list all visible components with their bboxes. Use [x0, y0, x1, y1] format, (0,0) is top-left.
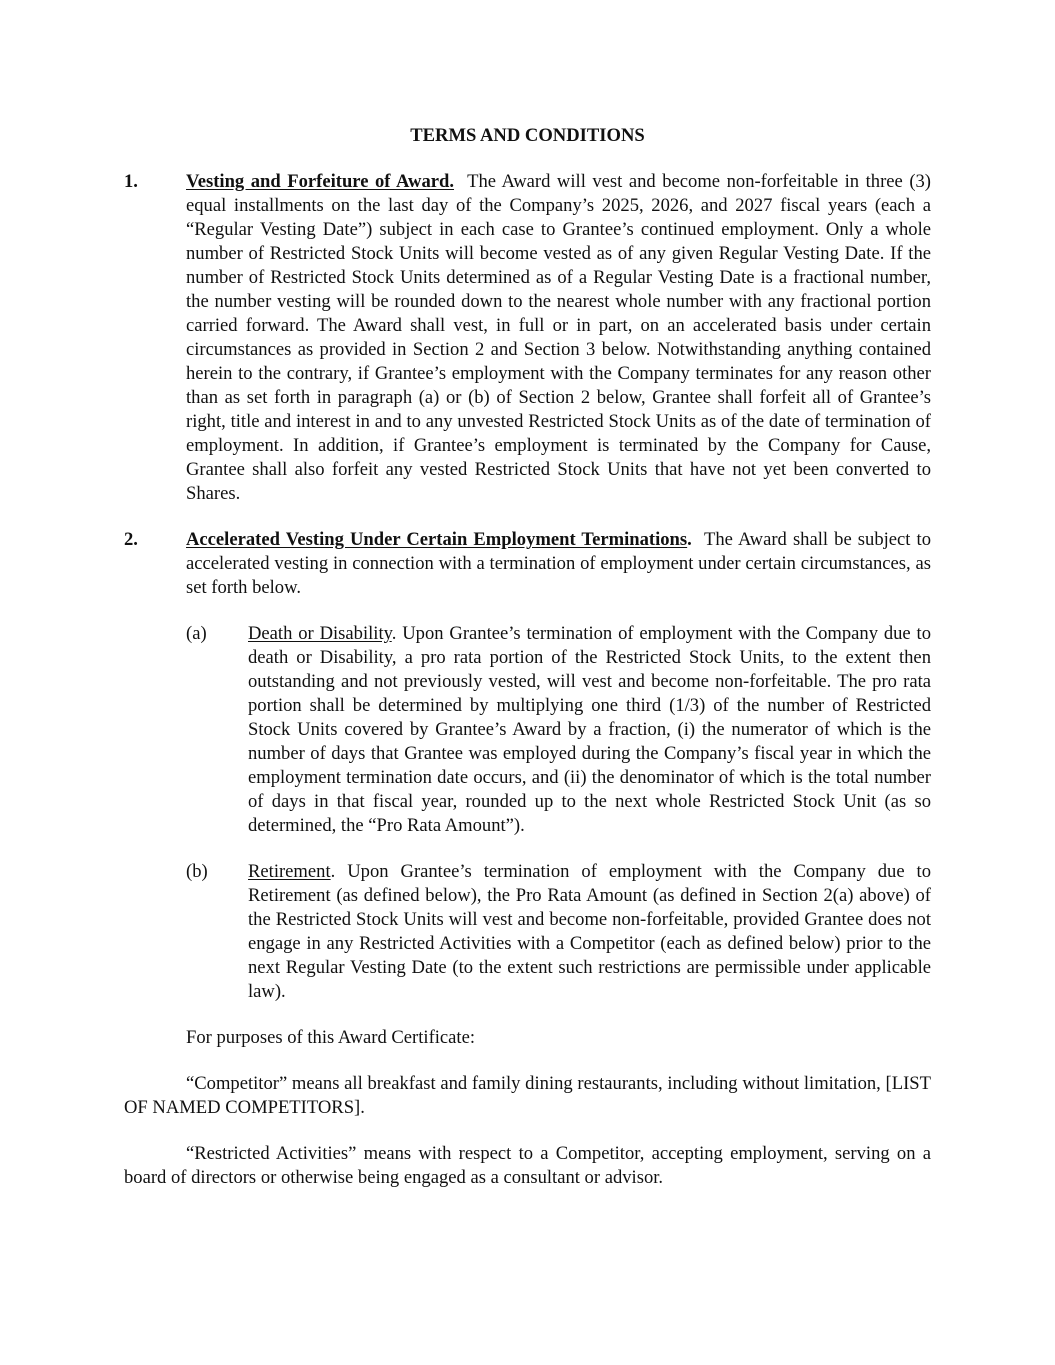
document-page [124, 124, 931, 1212]
subsection-heading: Death or Disability [248, 623, 392, 644]
document-title: TERMS AND CONDITIONS [410, 125, 645, 146]
section-body: The Award will vest and become non-forfeitable in three (3) equal installments on the last day of the Company’s 2025, 2026, and 2027 fiscal years (each a “Regular Vesting Date”) subject in each case to Grantee’s continued employment. Only a whole number of Restricted Stock Units will become vested as of any given Regular Vesting Date. If the number of Restricted Stock Units determined as of a Regular Vesting Date is a fractional number, the number vesting will be rounded down to the nearest whole number with any fractional portion carried forward. The Award shall vest, in full or in part, on an accelerated basis under certain circumstances as provided in Section 2 and Section 3 below. Notwithstanding anything contained herein to the contrary, if Grantee’s employment with the Company terminates for any reason other than as set forth in paragraph (a) or (b) of Section 2 below, Grantee shall forfeit all of Grantee’s right, title and interest in and to any unvested Restricted Stock Units as of the date of termination of employment. In addition, if Grantee’s employment is terminated by the Company for Cause, Grantee shall also forfeit any vested Restricted Stock Units that have not yet been converted to Shares. [186, 171, 932, 504]
section-2 [124, 528, 931, 600]
section-heading-period: . [687, 529, 692, 550]
subsection-heading: Retirement [248, 861, 331, 882]
section-body: The Award shall be subject to accelerated vesting in connection with a termination of employment under certain circumstances, as set forth below. [186, 529, 932, 598]
purposes-intro: For purposes of this Award Certificate: [186, 1027, 476, 1048]
section-heading: Accelerated Vesting Under Certain Employment Terminations [186, 529, 688, 550]
subsection-body: . Upon Grantee’s termination of employment with the Company due to Retirement (as defined below), the Pro Rata Amount (as defined in Section 2(a) above) of the Restricted Stock Units will vest and become non-forfeitable, provided Grantee does not engage in any Restricted Activities with a Competitor (each as defined below) prior to the next Regular Vesting Date (to the extent such restrictions are permissible under applicable law). [248, 861, 931, 1002]
subsection-label: (b) [186, 861, 208, 882]
subsection-body: . Upon Grantee’s termination of employment with the Company due to death or Disability, a pro rata portion of the Restricted Stock Units, to the extent then outstanding and not previously vested, will vest and become non-forfeitable. The pro rata portion shall be determined by multiplying one third (1/3) of the number of Restricted Stock Units covered by Grantee’s Award by a fraction, (i) the numerator of which is the number of days that Grantee was employed during the Company’s fiscal year in which the employment termination date occurs, and (ii) the denominator of which is the total number of days in that fiscal year, rounded up to the next whole Restricted Stock Unit (as so determined, the “Pro Rata Amount”). [248, 623, 931, 836]
subsection-label: (a) [186, 623, 207, 644]
section-number: 1. [124, 171, 138, 192]
section-1 [124, 170, 931, 506]
definition-restricted-activities: “Restricted Activities” means with respect to a Competitor, accepting employment, serving on a board of directors or otherwise being engaged as a consultant or advisor. [124, 1143, 931, 1188]
section-number: 2. [124, 529, 138, 550]
definition-competitor: “Competitor” means all breakfast and family dining restaurants, including without limitation, [LIST OF NAMED COMPETITORS]. [124, 1073, 931, 1118]
subsection-a [124, 622, 931, 838]
section-heading: Vesting and Forfeiture of Award. [186, 171, 455, 192]
subsection-b [124, 860, 931, 1004]
